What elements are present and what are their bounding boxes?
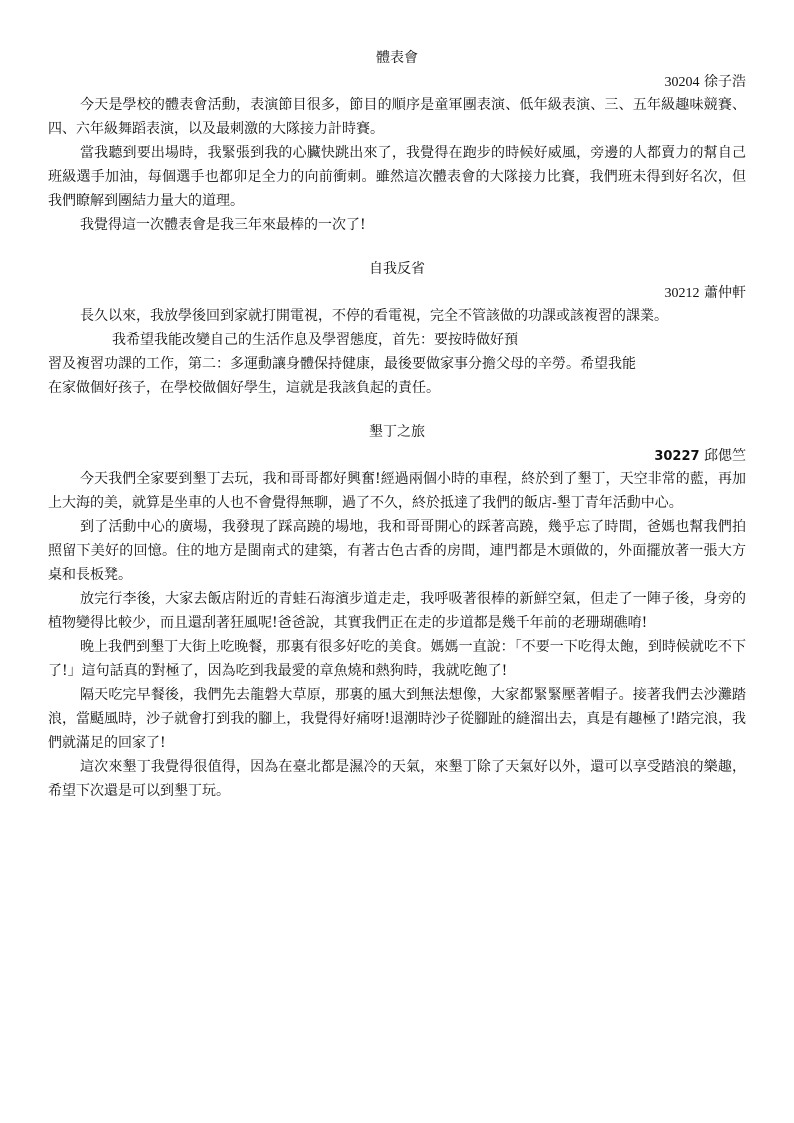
paragraph: 到了活動中心的廣場，我發現了踩高蹺的場地，我和哥哥開心的踩著高蹺，幾乎忘了時間，爸媽也幫我們拍照留下美好的回憶。住的地方是閩南式的建築，有著古色古香的房間，連門都是木頭做的，外面擺放著一張大方桌和長板凳。 — [48, 519, 746, 583]
paragraph: 我希望我能改變自己的生活作息及學習態度，首先：要按時做好預 — [112, 332, 518, 348]
author-id: 30212 — [664, 286, 700, 301]
essay-author — [48, 446, 746, 467]
paragraph: 晚上我們到墾丁大街上吃晚餐，那裏有很多好吃的美食。媽媽一直說：「不要一下吃得太飽，到時候就吃不下了!」這句話真的對極了，因為吃到我最愛的章魚燒和熱狗時，我就吃飽了! — [48, 639, 746, 679]
paragraph: 習及複習功課的工作，第二：多運動讓身體保持健康，最後要做家事分擔父母的辛勞。希望我能 — [48, 356, 636, 372]
document-page — [48, 48, 746, 825]
essay-2 — [48, 259, 746, 400]
essay-3 — [48, 422, 746, 803]
paragraph: 放完行李後，大家去飯店附近的青蛙石海濱步道走走，我呼吸著很棒的新鮮空氣，但走了一陣子後，身旁的植物變得比較少，而且還刮著狂風呢!爸爸說，其實我們正在走的步道都是幾千年前的老珊瑚礁唷! — [48, 591, 746, 631]
paragraph: 我覺得這一次體表會是我三年來最棒的一次了! — [80, 217, 366, 233]
paragraph: 隔天吃完早餐後，我們先去龍磐大草原，那裏的風大到無法想像，大家都緊緊壓著帽子。接著我們去沙灘踏浪，當颳風時，沙子就會打到我的腳上，我覺得好痛呀!退潮時沙子從腳趾的縫溜出去，真是有趣極了!踏完浪，我們就滿足的回家了! — [48, 687, 746, 751]
paragraph: 這次來墾丁我覺得很值得，因為在臺北都是濕冷的天氣，來墾丁除了天氣好以外，還可以享受踏浪的樂趣，希望下次還是可以到墾丁玩。 — [48, 759, 746, 799]
paragraph: 今天我們全家要到墾丁去玩，我和哥哥都好興奮!經過兩個小時的車程，終於到了墾丁，天空非常的藍，再加上大海的美，就算是坐車的人也不會覺得無聊，過了不久，終於抵達了我們的飯店-墾丁青年活動中心。 — [48, 471, 746, 511]
essay-title: 自我反省 — [369, 261, 425, 277]
paragraph: 當我聽到要出場時，我緊張到我的心臟快跳出來了，我覺得在跑步的時候好威風，旁邊的人都賣力的幫自己班級選手加油，每個選手也都卯足全力的向前衝刺。雖然這次體表會的大隊接力比賽，我們班未得到好名次，但我們瞭解到團結力量大的道理。 — [48, 145, 746, 209]
author-id: 30204 — [664, 75, 700, 90]
paragraph: 長久以來，我放學後回到家就打開電視，不停的看電視，完全不管該做的功課或該複習的課業。 — [80, 308, 668, 324]
author-name: 徐子浩 — [704, 74, 746, 90]
paragraph: 在家做個好孩子，在學校做個好學生，這就是我該負起的責任。 — [48, 380, 440, 396]
author-id: 30227 — [654, 449, 700, 464]
author-name: 蕭仲軒 — [704, 285, 746, 301]
essay-title: 墾丁之旅 — [369, 424, 425, 440]
paragraph: 今天是學校的體表會活動，表演節目很多，節目的順序是童軍團表演、低年級表演、三、五年級趣味競賽、四、六年級舞蹈表演，以及最刺激的大隊接力計時賽。 — [48, 97, 746, 137]
essay-author — [48, 283, 746, 304]
essay-title: 體表會 — [376, 50, 418, 66]
essay-1 — [48, 48, 746, 237]
essay-author — [48, 72, 746, 93]
author-name: 邱偲竺 — [704, 448, 746, 464]
